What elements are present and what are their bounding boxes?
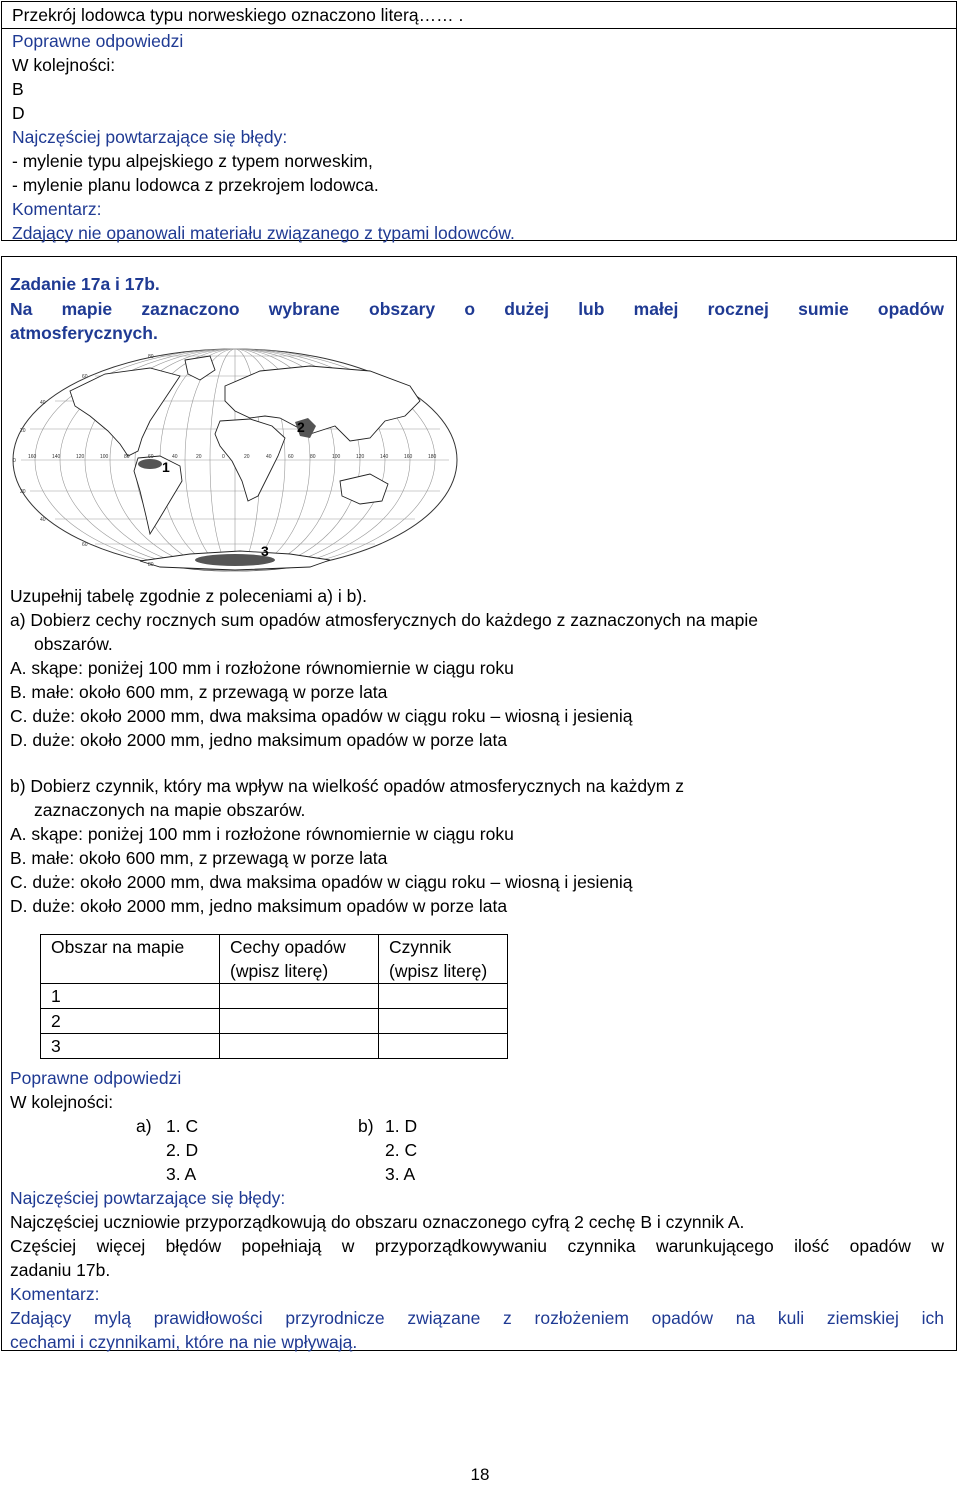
header-factor-line1: Czynnik bbox=[389, 937, 452, 957]
option-a: A. skąpe: poniżej 100 mm i rozłożone równomiernie w ciągu roku bbox=[10, 824, 514, 844]
solution-error-line2a: Częściej więcej błędów popełniają w przyporządkowywaniu czynnika warunkującego ilość opadów w bbox=[10, 1236, 944, 1256]
features-cell[interactable] bbox=[220, 1009, 379, 1034]
solution-order-label: W kolejności: bbox=[10, 1092, 114, 1112]
continents bbox=[70, 356, 420, 570]
answers-heading: Poprawne odpowiedzi bbox=[12, 31, 184, 51]
lon-label: 180 bbox=[428, 454, 437, 460]
lat-label: 80 bbox=[148, 354, 154, 360]
solution-b-item: 1. D bbox=[385, 1116, 418, 1136]
lat-label: 20 bbox=[20, 489, 26, 495]
solution-b-item: 3. A bbox=[385, 1164, 416, 1184]
answer-line: B bbox=[12, 79, 24, 99]
page-number: 18 bbox=[470, 1465, 490, 1484]
comment-text: Zdający nie opanowali materiału związanego z typami lodowców. bbox=[12, 223, 515, 243]
lon-label: 100 bbox=[100, 454, 109, 460]
header-features bbox=[220, 935, 379, 984]
solution-comment-heading: Komentarz: bbox=[10, 1284, 100, 1304]
row-area: 3 bbox=[41, 1034, 220, 1059]
table-row bbox=[41, 984, 508, 1009]
header-features-line1: Cechy opadów bbox=[230, 937, 346, 957]
table-row bbox=[41, 1034, 508, 1059]
option-d: D. duże: około 2000 mm, jedno maksimum opadów w porze lata bbox=[10, 730, 508, 750]
world-map bbox=[10, 346, 460, 574]
features-cell[interactable] bbox=[220, 984, 379, 1009]
row-area: 2 bbox=[41, 1009, 220, 1034]
lat-label: 60 bbox=[82, 374, 88, 380]
option-a: A. skąpe: poniżej 100 mm i rozłożone równomiernie w ciągu roku bbox=[10, 658, 514, 678]
option-b: B. małe: około 600 mm, z przewagą w porze lata bbox=[10, 848, 388, 868]
lon-label: 20 bbox=[196, 454, 202, 460]
solution-error-line1: Najczęściej uczniowie przyporządkowują do obszaru oznaczonego cyfrą 2 cechę B i czynnik A. bbox=[10, 1212, 745, 1232]
instruction-a-line1: a) Dobierz cechy rocznych sum opadów atmosferycznych do każdego z zaznaczonych na mapie bbox=[10, 610, 759, 630]
solution-errors-heading: Najczęściej powtarzające się błędy: bbox=[10, 1188, 286, 1208]
answer-line: D bbox=[12, 103, 25, 123]
error-item: - mylenie planu lodowca z przekrojem lodowca. bbox=[12, 175, 379, 195]
option-b: B. małe: około 600 mm, z przewagą w porze lata bbox=[10, 682, 388, 702]
header-features-line2: (wpisz literę) bbox=[230, 961, 329, 981]
lon-label: 60 bbox=[288, 454, 294, 460]
option-d: D. duże: około 2000 mm, jedno maksimum opadów w porze lata bbox=[10, 896, 508, 916]
factor-cell[interactable] bbox=[379, 1009, 508, 1034]
solution-b-label: b) bbox=[358, 1116, 374, 1136]
option-c: C. duże: około 2000 mm, dwa maksima opadów w ciągu roku – wiosną i jesienią bbox=[10, 706, 633, 726]
solution-a-item: 3. A bbox=[166, 1164, 197, 1184]
solution-b-item: 2. C bbox=[385, 1140, 418, 1160]
table-row bbox=[41, 1009, 508, 1034]
solution-a-label: a) bbox=[136, 1116, 152, 1136]
lon-label: 140 bbox=[380, 454, 389, 460]
lat-label: 20 bbox=[20, 428, 26, 434]
instruction-b-line1: b) Dobierz czynnik, który ma wpływ na wielkość opadów atmosferycznych na każdym z bbox=[10, 776, 684, 796]
lon-label: 0 bbox=[222, 454, 225, 460]
lat-label: 80 bbox=[148, 562, 154, 568]
instruction-a-line2: obszarów. bbox=[34, 634, 113, 654]
instruction-complete: Uzupełnij tabelę zgodnie z poleceniami a) i b). bbox=[10, 586, 368, 606]
lon-label: 100 bbox=[332, 454, 341, 460]
lon-label: 120 bbox=[356, 454, 365, 460]
question-tail: Przekrój lodowca typu norweskiego oznaczono literą…… . bbox=[2, 2, 956, 29]
row-area: 1 bbox=[41, 984, 220, 1009]
error-item: - mylenie typu alpejskiego z typem norweskim, bbox=[12, 151, 373, 171]
area-1-shape bbox=[138, 459, 162, 469]
solution-comment-line1: Zdający mylą prawidłowości przyrodnicze związane z rozłożeniem opadów na kuli ziemskiej ich bbox=[10, 1308, 944, 1328]
comment-heading: Komentarz: bbox=[12, 199, 102, 219]
lon-label: 60 bbox=[148, 454, 154, 460]
lon-label: 80 bbox=[124, 454, 130, 460]
header-factor bbox=[379, 935, 508, 984]
solution-a-item: 2. D bbox=[166, 1140, 199, 1160]
features-cell[interactable] bbox=[220, 1034, 379, 1059]
table-header-row bbox=[41, 935, 508, 984]
solution-comment-line2: cechami i czynnikami, które na nie wpływają. bbox=[10, 1332, 358, 1352]
task-lead-line1: Na mapie zaznaczono wybrane obszary o dużej lub małej rocznej sumie opadów bbox=[10, 299, 944, 319]
task-lead-line2: atmosferycznych. bbox=[10, 323, 158, 343]
solution-a-item: 1. C bbox=[166, 1116, 199, 1136]
lat-label: 40 bbox=[40, 517, 46, 523]
header-factor-line2: (wpisz literę) bbox=[389, 961, 488, 981]
area-label-3: 3 bbox=[261, 543, 269, 559]
lat-label: 40 bbox=[40, 400, 46, 406]
solution-error-line2b: zadaniu 17b. bbox=[10, 1260, 111, 1280]
lon-label: 20 bbox=[244, 454, 250, 460]
solution-heading: Poprawne odpowiedzi bbox=[10, 1068, 182, 1088]
errors-heading: Najczęściej powtarzające się błędy: bbox=[12, 127, 288, 147]
area-label-1: 1 bbox=[162, 459, 170, 475]
area-label-2: 2 bbox=[297, 419, 305, 435]
australia bbox=[340, 474, 388, 504]
instruction-b-line2: zaznaczonych na mapie obszarów. bbox=[34, 800, 306, 820]
lon-label: 40 bbox=[172, 454, 178, 460]
lon-label: 40 bbox=[266, 454, 272, 460]
previous-task-box bbox=[1, 1, 957, 241]
factor-cell[interactable] bbox=[379, 984, 508, 1009]
answer-table bbox=[40, 934, 508, 1059]
lon-label: 80 bbox=[310, 454, 316, 460]
lon-label: 140 bbox=[52, 454, 61, 460]
lon-label: 120 bbox=[76, 454, 85, 460]
lat-label: 0 bbox=[13, 458, 16, 464]
lon-label: 160 bbox=[28, 454, 37, 460]
option-c: C. duże: około 2000 mm, dwa maksima opadów w ciągu roku – wiosną i jesienią bbox=[10, 872, 633, 892]
order-label: W kolejności: bbox=[12, 55, 116, 75]
greenland bbox=[185, 356, 215, 380]
task-title: Zadanie 17a i 17b. bbox=[10, 274, 160, 294]
lat-label: 60 bbox=[82, 542, 88, 548]
factor-cell[interactable] bbox=[379, 1034, 508, 1059]
header-area: Obszar na mapie bbox=[41, 935, 220, 984]
lon-label: 160 bbox=[404, 454, 413, 460]
